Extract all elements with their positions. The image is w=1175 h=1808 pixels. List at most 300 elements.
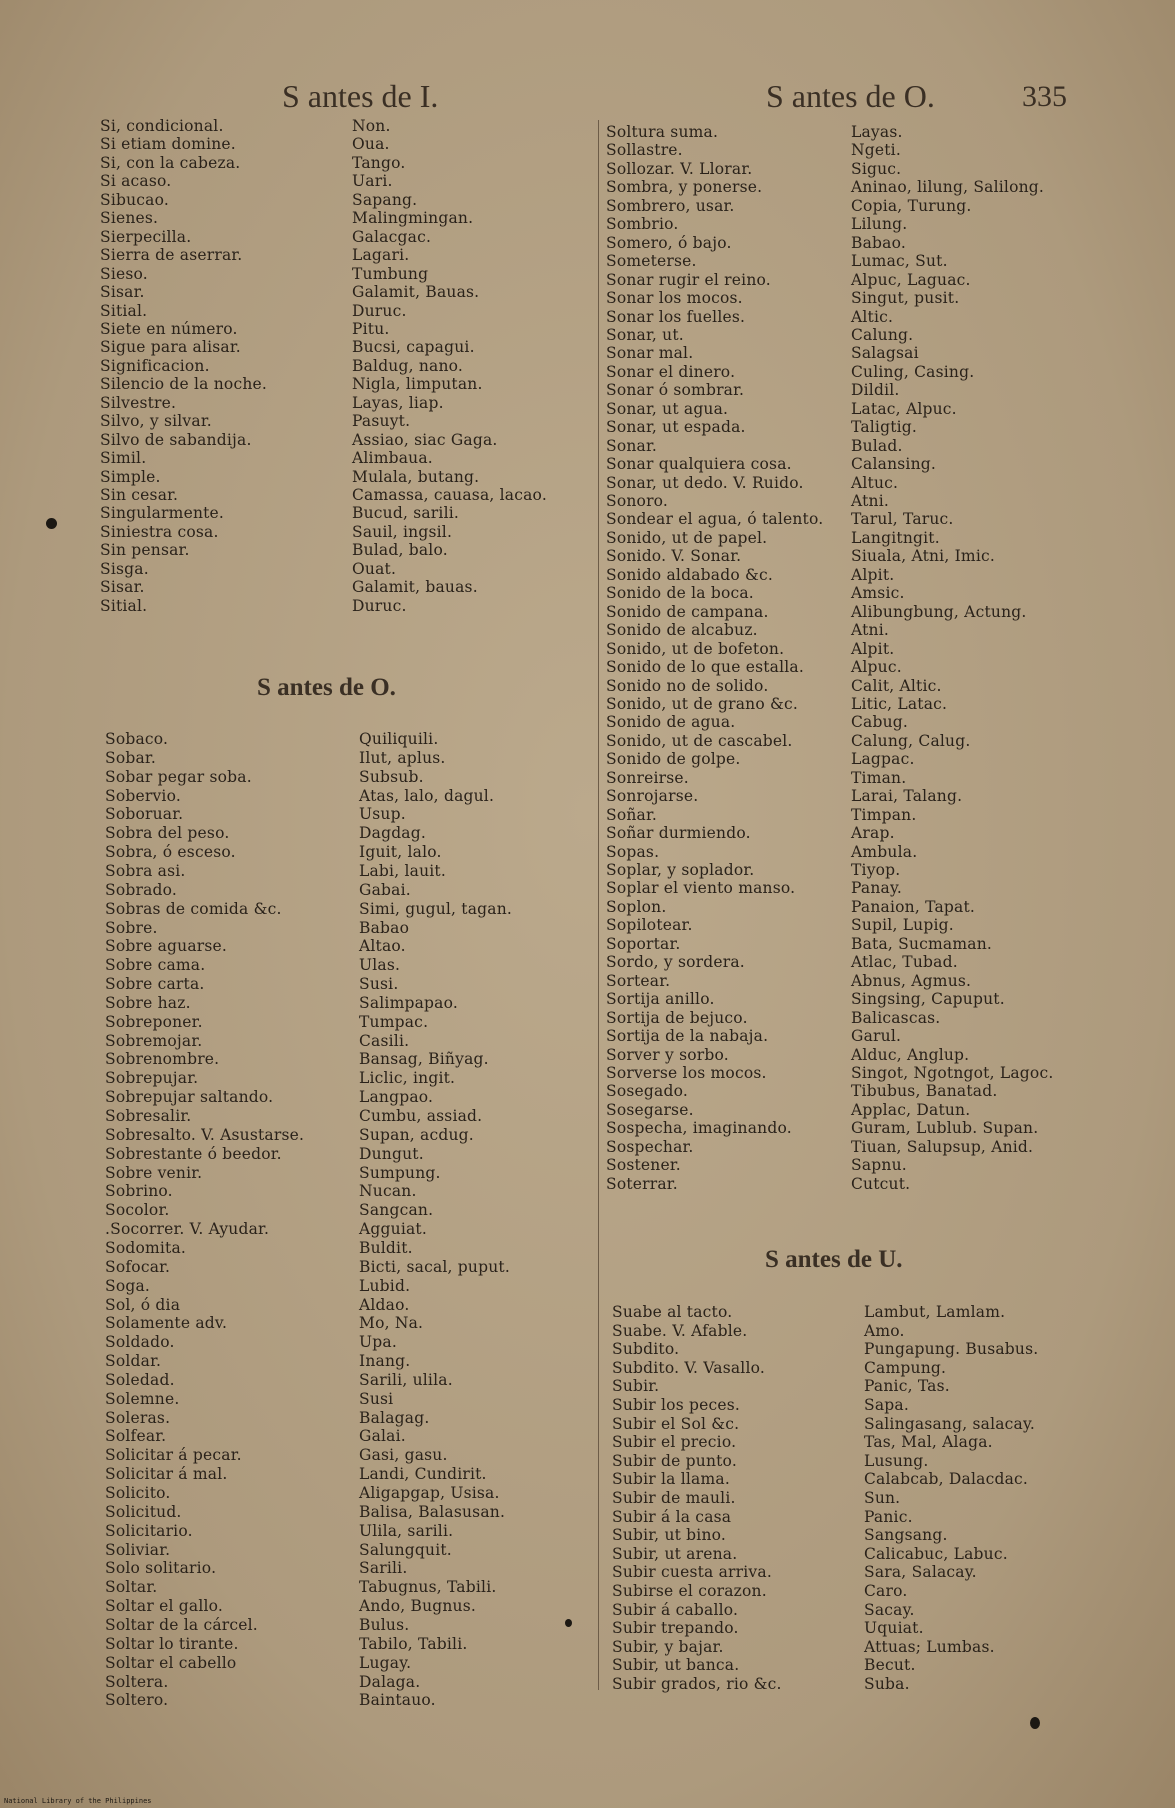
pampango-translation: Alpuc, Laguac. (851, 270, 971, 289)
pampango-translation: Litic, Latac. (851, 694, 948, 713)
pampango-translation: Salungquit. (359, 1540, 452, 1559)
pampango-translation: Agguiat. (359, 1220, 427, 1239)
pampango-translation: Cabug. (851, 713, 909, 732)
pampango-translation: Tumpac. (359, 1012, 429, 1031)
pampango-translation: Duruc. (352, 301, 407, 320)
pampango-translation: Calung. (851, 325, 914, 344)
spanish-term: Sonido, ut de cascabel. (606, 731, 793, 750)
spanish-term: Soliviar. (105, 1540, 171, 1559)
spanish-term: Sitial. (100, 596, 148, 615)
spanish-term: Soledad. (105, 1370, 175, 1389)
pampango-translation: Bicti, sacal, puput. (359, 1257, 510, 1276)
pampango-translation: Aldao. (359, 1295, 410, 1314)
spanish-term: Sonar. (606, 436, 658, 455)
pampango-translation: Panay. (851, 879, 903, 898)
pampango-translation: Sarili, ulila. (359, 1370, 453, 1389)
spanish-term: Si acaso. (100, 172, 172, 191)
pampango-translation: Camassa, cauasa, lacao. (352, 486, 547, 504)
pampango-translation: Guram, Lublub. Supan. (851, 1119, 1039, 1138)
ink-speck (565, 1619, 572, 1627)
pampango-translation: Alibungbung, Actung. (851, 602, 1027, 621)
pampango-translation: Campung. (864, 1358, 947, 1377)
spanish-term: Subdito. (612, 1340, 680, 1359)
pampango-translation: Alpit. (851, 639, 895, 658)
spanish-term: Soltar el gallo. (105, 1597, 224, 1616)
pampango-translation: Iguit, lalo. (359, 843, 442, 862)
spanish-term: Soldar. (105, 1352, 162, 1371)
pampango-translation: Landi, Cundirit. (359, 1465, 487, 1484)
spanish-term: Someterse. (606, 252, 697, 271)
spanish-term: Sortear. (606, 971, 671, 990)
pampango-translation: Garul. (851, 1027, 902, 1046)
pampango-translation: Balicascas. (851, 1008, 941, 1027)
spanish-term: Simple. (100, 467, 161, 486)
pampango-translation: Dildil. (851, 381, 900, 400)
spanish-term: Sobaco. (105, 730, 169, 748)
spanish-term: Sisar. (100, 578, 145, 597)
spanish-term: Sonar, ut espada. (606, 418, 746, 437)
pampango-translation: Baldug, nano. (352, 356, 464, 375)
spanish-term: Subir de mauli. (612, 1489, 736, 1507)
column-divider (598, 120, 599, 1690)
spanish-term: Sonido, ut de papel. (606, 528, 768, 547)
pampango-translation: Ulila, sarili. (359, 1521, 454, 1540)
spanish-term: Sobre cama. (105, 956, 206, 975)
pampango-translation: Cutcut. (851, 1174, 911, 1193)
spanish-term: Subir, ut arena. (612, 1544, 738, 1563)
pampango-translation: Babao (359, 918, 410, 937)
pampango-translation: Upa. (359, 1333, 397, 1352)
pampango-translation: Caro. (864, 1582, 908, 1600)
pampango-translation: Sumpung. (359, 1163, 441, 1182)
spanish-term: Sieso. (100, 264, 148, 283)
pampango-translation: Usup. (359, 805, 406, 824)
pampango-translation: Altuc. (851, 473, 899, 492)
spanish-term: Subir. (612, 1377, 660, 1396)
spanish-term: Sombrio. (606, 215, 679, 234)
spanish-term: Soñar durmiendo. (606, 824, 751, 843)
spanish-term: Sisar. (100, 283, 145, 302)
pampango-translation: Atni. (851, 492, 890, 510)
pampango-translation: Malingmingan. (352, 209, 474, 228)
pampango-translation: Labi, lauit. (359, 861, 446, 880)
spanish-term: Si etiam domine. (100, 135, 236, 154)
spanish-term: Sonar los fuelles. (606, 307, 746, 326)
pampango-translation: Assiao, siac Gaga. (352, 430, 498, 449)
pampango-translation: Pitu. (352, 319, 390, 338)
spanish-term: Suabe al tacto. (612, 1303, 733, 1321)
spanish-term: Sobrino. (105, 1182, 173, 1201)
pampango-translation: Galamit, Bauas. (352, 283, 480, 302)
pampango-translation: Sacay. (864, 1600, 915, 1619)
spanish-term: Sortija de bejuco. (606, 1008, 748, 1027)
spanish-term: Sobre carta. (105, 975, 205, 994)
spanish-term: Silvo de sabandija. (100, 430, 252, 449)
spanish-term: Simil. (100, 449, 147, 468)
spanish-term: Sonar qualquiera cosa. (606, 455, 792, 474)
pampango-translation: Becut. (864, 1656, 916, 1675)
pampango-translation: Singot, Ngotngot, Lagoc. (851, 1063, 1054, 1082)
pampango-translation: Lubid. (359, 1276, 411, 1295)
spanish-term: Singularmente. (100, 504, 225, 523)
spanish-term: Soterrar. (606, 1174, 678, 1193)
pampango-translation: Balisa, Balasusan. (359, 1502, 506, 1521)
page-number: 335 (1022, 80, 1067, 113)
pampango-translation: Timan. (851, 768, 907, 787)
pampango-translation: Galamit, bauas. (352, 578, 478, 597)
pampango-translation: Layas, liap. (352, 393, 444, 412)
pampango-translation: Panic, Tas. (864, 1377, 950, 1396)
spanish-term: Sobar pegar soba. (105, 767, 252, 786)
pampango-translation: Sangsang. (864, 1526, 948, 1545)
spanish-term: Sodomita. (105, 1238, 187, 1257)
pampango-translation: Attuas; Lumbas. (864, 1637, 995, 1656)
spanish-term: Sobre haz. (105, 993, 191, 1012)
pampango-translation: Amo. (864, 1321, 905, 1340)
spanish-term: Sonrojarse. (606, 787, 699, 806)
spanish-term: Solicitario. (105, 1521, 193, 1540)
spanish-term: Sonar el dinero. (606, 362, 736, 381)
spanish-term: Sonido, ut de bofeton. (606, 639, 785, 658)
pampango-translation: Altao. (359, 937, 406, 956)
spanish-term: Soplon. (606, 897, 667, 916)
library-footer: National Library of the Philippines (4, 1797, 152, 1805)
spanish-term: Sombra, y ponerse. (606, 178, 763, 197)
spanish-term: Sibucao. (100, 190, 169, 209)
pampango-translation: Bulus. (359, 1615, 410, 1634)
heading-s-antes-de-o-right: S antes de O. (766, 78, 935, 114)
pampango-translation: Tabugnus, Tabili. (359, 1578, 497, 1597)
spanish-term: Silvestre. (100, 393, 177, 412)
spanish-term: Sierra de aserrar. (100, 246, 243, 265)
spanish-term: Sopilotear. (606, 916, 693, 935)
pampango-translation: Atlac, Tubad. (851, 953, 958, 972)
spanish-term: Sospecha, imaginando. (606, 1119, 792, 1138)
pampango-translation: Lugay. (359, 1653, 412, 1672)
spanish-term: Sitial. (100, 301, 148, 320)
spanish-term: Sospechar. (606, 1137, 694, 1156)
spanish-term: Sonido de alcabuz. (606, 621, 758, 640)
pampango-translation: Supil, Lupig. (851, 916, 954, 935)
spanish-term: Subir á la casa (612, 1507, 732, 1526)
pampango-translation: Langitngit. (851, 528, 940, 547)
pampango-translation: Alimbaua. (352, 449, 433, 468)
pampango-translation: Galai. (359, 1427, 406, 1446)
pampango-translation: Tarul, Taruc. (851, 510, 954, 529)
pampango-translation: Nigla, limputan. (352, 375, 483, 394)
pampango-translation: Gabai. (359, 880, 411, 899)
spanish-term: Soltera. (105, 1672, 169, 1691)
pampango-translation: Bulad, balo. (352, 541, 448, 560)
spanish-term: Sobras de comida &c. (105, 899, 282, 918)
pampango-translation: Uari. (352, 172, 393, 191)
spanish-term: Solfear. (105, 1427, 167, 1446)
spanish-term: Sobremojar. (105, 1031, 203, 1050)
spanish-term: Silvo, y silvar. (100, 412, 212, 431)
spanish-term: Sorverse los mocos. (606, 1063, 767, 1082)
spanish-term: Sonar los mocos. (606, 289, 743, 308)
pampango-translation: Altic. (851, 307, 894, 326)
pampango-translation: Oua. (352, 135, 390, 154)
pampango-translation: Panic. (864, 1507, 913, 1526)
pampango-translation: Baintauo. (359, 1691, 436, 1710)
spanish-term: Sonido, ut de grano &c. (606, 694, 798, 713)
spanish-term: Soplar el viento manso. (606, 879, 796, 898)
spanish-term: Soleras. (105, 1408, 171, 1427)
spanish-term: Sobrepujar. (105, 1069, 199, 1088)
spanish-term: Sonido. V. Sonar. (606, 547, 742, 566)
pampango-translation: Siuala, Atni, Imic. (851, 547, 995, 566)
spanish-term: Sonar, ut dedo. V. Ruido. (606, 473, 804, 492)
pampango-translation: Salimpapao. (359, 993, 458, 1012)
pampango-translation: Tiyop. (851, 861, 901, 879)
spanish-term: Sostener. (606, 1156, 681, 1175)
pampango-translation: Calabcab, Dalacdac. (864, 1470, 1029, 1489)
pampango-translation: Gasi, gasu. (359, 1446, 448, 1465)
pampango-translation: Bulad. (851, 436, 903, 455)
spanish-term: Sonido aldabado &c. (606, 565, 773, 584)
spanish-term: Sonar, ut. (606, 325, 684, 344)
spanish-term: Soboruar. (105, 805, 184, 824)
pampango-translation: Tibubus, Banatad. (851, 1082, 998, 1101)
spanish-term: Sobresalir. (105, 1107, 192, 1125)
pampango-translation: Singut, pusit. (851, 289, 960, 308)
ink-speck (1030, 1717, 1040, 1729)
spanish-term: Sordo, y sordera. (606, 953, 745, 972)
pampango-translation: Calung, Calug. (851, 731, 971, 750)
spanish-term: Subir la llama. (612, 1470, 730, 1489)
spanish-term: Sombrero, usar. (606, 196, 735, 215)
pampango-translation: Timpan. (851, 805, 917, 824)
pampango-translation: Applac, Datun. (851, 1100, 971, 1119)
pampango-translation: Abnus, Agmus. (851, 971, 972, 990)
pampango-translation: Mulala, butang. (352, 467, 480, 486)
pampango-translation: Aligapgap, Usisa. (359, 1484, 500, 1502)
pampango-translation: Sapnu. (851, 1156, 907, 1175)
spanish-term: Sosegarse. (606, 1100, 694, 1119)
spanish-term: Subir, ut banca. (612, 1656, 740, 1675)
pampango-translation: Balagag. (359, 1408, 430, 1427)
pampango-translation: Lagari. (352, 246, 410, 265)
spanish-term: Sonar rugir el reino. (606, 270, 771, 289)
pampango-translation: Arap. (851, 824, 895, 843)
spanish-term: Subir el precio. (612, 1433, 737, 1452)
spanish-term: Sonido de agua. (606, 713, 736, 732)
pampango-translation: Calansing. (851, 455, 937, 474)
spanish-term: Sisga. (100, 559, 149, 578)
spanish-term: Soñar. (606, 805, 658, 824)
pampango-translation: Alduc, Anglup. (851, 1045, 970, 1064)
pampango-translation: Lusung. (864, 1451, 929, 1470)
spanish-term: Subdito. V. Vasallo. (612, 1358, 765, 1377)
spanish-term: Sollozar. V. Llorar. (606, 159, 753, 178)
spanish-term: Sierpecilla. (100, 227, 192, 246)
pampango-translation: Bata, Sucmaman. (851, 934, 993, 953)
spanish-term: Sobar. (105, 748, 156, 767)
pampango-translation: Casili. (359, 1031, 410, 1050)
spanish-term: Sonido no de solido. (606, 676, 769, 695)
pampango-translation: Calit, Altic. (851, 676, 942, 695)
spanish-term: Sobra del peso. (105, 824, 230, 843)
pampango-translation: Quiliquili. (359, 730, 439, 748)
spanish-term: Solicitar á mal. (105, 1465, 228, 1484)
pampango-translation: Atas, lalo, dagul. (359, 786, 495, 805)
pampango-translation: Subsub. (359, 767, 424, 786)
spanish-term: Sigue para alisar. (100, 338, 241, 357)
spanish-term: Sonar, ut agua. (606, 399, 729, 418)
pampango-translation: Layas. (851, 123, 903, 141)
pampango-translation: Suba. (864, 1675, 910, 1693)
pampango-translation: Supan, acdug. (359, 1125, 474, 1144)
spanish-term: Sobrepujar saltando. (105, 1088, 274, 1107)
pampango-translation: Copia, Turung. (851, 196, 972, 215)
spanish-term: Sin pensar. (100, 541, 190, 560)
spanish-term: Sonar ó sombrar. (606, 381, 745, 400)
pampango-translation: Salingasang, salacay. (864, 1414, 1036, 1433)
spanish-term: Sobre. (105, 918, 158, 937)
ink-speck (46, 518, 57, 529)
pampango-translation: Ilut, aplus. (359, 748, 446, 767)
spanish-term: Sobrestante ó beedor. (105, 1144, 282, 1163)
spanish-term: Sobra, ó esceso. (105, 843, 236, 862)
spanish-term: Solemne. (105, 1389, 180, 1408)
spanish-term: Soltar. (105, 1578, 158, 1597)
spanish-term: Sonreirse. (606, 768, 689, 787)
spanish-term: Sonido de la boca. (606, 584, 754, 603)
spanish-term: Solicitar á pecar. (105, 1446, 242, 1465)
pampango-translation: Ambula. (851, 842, 918, 861)
heading-s-antes-de-u: S antes de U. (765, 1246, 903, 1273)
pampango-translation: Lambut, Lamlam. (864, 1303, 1006, 1321)
pampango-translation: Ouat. (352, 559, 397, 578)
pampango-translation: Salagsai (851, 344, 919, 363)
spanish-term: Subir á caballo. (612, 1600, 739, 1619)
pampango-translation: Culing, Casing. (851, 362, 975, 381)
pampango-translation: Atni. (851, 621, 890, 640)
spanish-term: Sobrenombre. (105, 1050, 220, 1069)
spanish-term: Sonido de golpe. (606, 750, 741, 769)
pampango-translation: Inang. (359, 1352, 411, 1371)
spanish-term: Somero, ó bajo. (606, 233, 732, 252)
spanish-term: Sonido de campana. (606, 602, 769, 621)
pampango-translation: Singsing, Capuput. (851, 990, 1005, 1009)
pampango-translation: Tiuan, Salupsup, Anid. (851, 1137, 1034, 1156)
pampango-translation: Bansag, Biñyag. (359, 1050, 489, 1069)
spanish-term: Sosegado. (606, 1082, 688, 1101)
spanish-term: Solo solitario. (105, 1559, 217, 1578)
pampango-translation: Tas, Mal, Alaga. (864, 1433, 993, 1452)
spanish-term: Sobra asi. (105, 861, 186, 880)
pampango-translation: Lumac, Sut. (851, 252, 948, 271)
pampango-translation: Mo, Na. (359, 1314, 424, 1333)
pampango-translation: Langpao. (359, 1088, 434, 1107)
pampango-translation: Sapa. (864, 1396, 909, 1414)
pampango-translation: Aninao, lilung, Salilong. (851, 178, 1045, 197)
pampango-translation: Sauil, ingsil. (352, 522, 453, 541)
spanish-term: Soplar, y soplador. (606, 861, 755, 879)
pampango-translation: Tumbung (352, 264, 429, 283)
pampango-translation: Ando, Bugnus. (359, 1597, 477, 1616)
pampango-translation: Lilung. (851, 215, 908, 234)
pampango-translation: Amsic. (851, 584, 905, 603)
pampango-translation: Simi, gugul, tagan. (359, 899, 513, 918)
spanish-term: Siniestra cosa. (100, 522, 219, 541)
pampango-translation: Sara, Salacay. (864, 1563, 977, 1582)
pampango-translation: Larai, Talang. (851, 787, 963, 806)
pampango-translation: Liclic, ingit. (359, 1069, 456, 1088)
pampango-translation: Ulas. (359, 956, 401, 975)
spanish-term: Subir cuesta arriva. (612, 1563, 772, 1582)
pampango-translation: Siguc. (851, 159, 902, 178)
spanish-term: Subir, ut bino. (612, 1526, 727, 1545)
spanish-term: Sobresalto. V. Asustarse. (105, 1125, 305, 1144)
spanish-term: Sienes. (100, 209, 159, 228)
spanish-term: Sondear el agua, ó talento. (606, 510, 824, 529)
spanish-term: Sorver y sorbo. (606, 1045, 729, 1064)
spanish-term: Subirse el corazon. (612, 1582, 767, 1600)
spanish-term: Silencio de la noche. (100, 375, 268, 394)
spanish-term: Sobre venir. (105, 1163, 203, 1182)
pampango-translation: Bucsi, capagui. (352, 338, 475, 357)
spanish-term: .Socorrer. V. Ayudar. (105, 1220, 270, 1239)
spanish-term: Sin cesar. (100, 486, 179, 504)
spanish-term: Sobre aguarse. (105, 937, 228, 956)
pampango-translation: Buldit. (359, 1238, 413, 1257)
spanish-term: Sobreponer. (105, 1012, 203, 1031)
pampango-translation: Alpit. (851, 565, 895, 584)
pampango-translation: Sapang. (352, 190, 418, 209)
spanish-term: Significacion. (100, 356, 210, 375)
spanish-term: Sonoro. (606, 492, 669, 510)
spanish-term: Sopas. (606, 842, 660, 861)
pampango-translation: Calicabuc, Labuc. (864, 1544, 1008, 1563)
spanish-term: Sofocar. (105, 1257, 171, 1276)
spanish-term: Sortija de la nabaja. (606, 1027, 769, 1046)
spanish-term: Soltar lo tirante. (105, 1634, 239, 1653)
spanish-term: Solamente adv. (105, 1314, 228, 1333)
spanish-term: Subir, y bajar. (612, 1637, 724, 1656)
spanish-term: Subir trepando. (612, 1619, 739, 1638)
pampango-translation: Sarili. (359, 1559, 408, 1578)
pampango-translation: Alpuc. (851, 658, 902, 677)
pampango-translation: Uquiat. (864, 1619, 924, 1638)
heading-s-antes-de-i: S antes de I. (282, 78, 439, 114)
pampango-translation: Bucud, sarili. (352, 504, 460, 523)
spanish-term: Soltar el cabello (105, 1653, 237, 1672)
spanish-term: Soltar de la cárcel. (105, 1615, 258, 1634)
spanish-term: Subir de punto. (612, 1451, 737, 1470)
pampango-translation: Pasuyt. (352, 412, 411, 431)
pampango-translation: Babao. (851, 233, 906, 252)
spanish-term: Sortija anillo. (606, 990, 715, 1009)
spanish-term: Solicitud. (105, 1502, 182, 1521)
spanish-term: Sobrado. (105, 880, 178, 899)
pampango-translation: Non. (352, 117, 391, 135)
pampango-translation: Sangcan. (359, 1201, 434, 1220)
pampango-translation: Tango. (352, 153, 406, 172)
spanish-term: Subir los peces. (612, 1396, 741, 1414)
pampango-translation: Galacgac. (352, 227, 432, 246)
spanish-term: Sonido de lo que estalla. (606, 658, 804, 677)
spanish-term: Sobervio. (105, 786, 181, 805)
pampango-translation: Duruc. (352, 596, 407, 615)
pampango-translation: Susi. (359, 975, 399, 994)
pampango-translation: Dungut. (359, 1144, 424, 1163)
pampango-translation: Ngeti. (851, 141, 901, 160)
spanish-term: Soltura suma. (606, 123, 719, 141)
pampango-translation: Pungapung. Busabus. (864, 1340, 1039, 1359)
spanish-term: Sonar mal. (606, 344, 694, 363)
